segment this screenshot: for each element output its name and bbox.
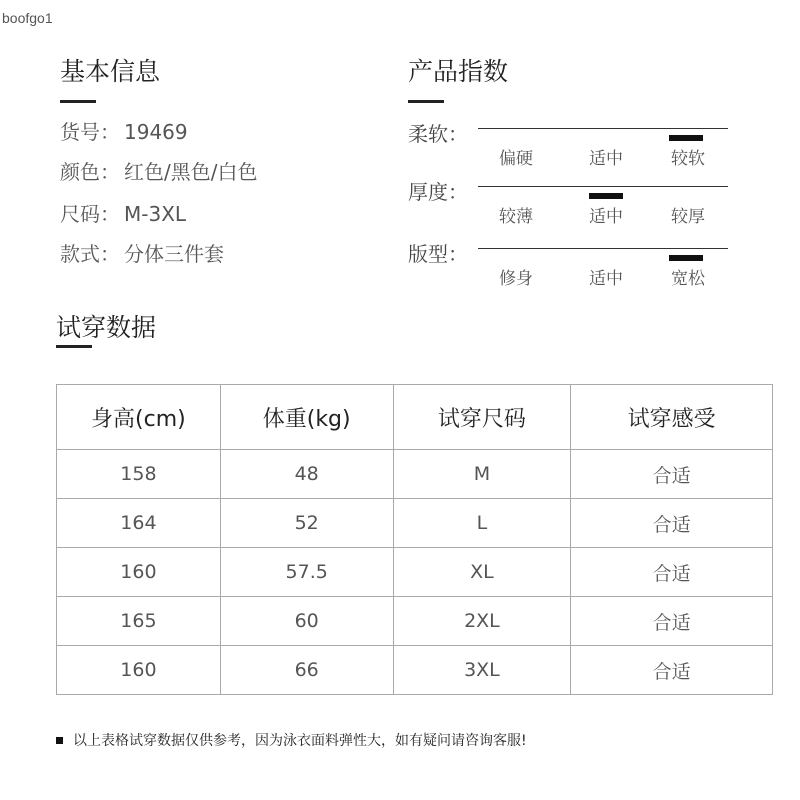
index-row-softness <box>408 118 728 178</box>
info-label: 款式： <box>60 242 120 266</box>
cell-weight: 52 <box>220 499 393 548</box>
cell-size: L <box>393 499 571 548</box>
header-size: 试穿尺码 <box>393 385 571 450</box>
index-tick: 较薄 <box>499 207 533 227</box>
cell-feeling: 合适 <box>571 450 773 499</box>
index-marker <box>669 255 703 261</box>
info-label: 尺码： <box>60 202 120 226</box>
cell-weight: 57.5 <box>220 548 393 597</box>
index-track <box>478 248 728 289</box>
cell-height: 165 <box>57 597 221 646</box>
cell-feeling: 合适 <box>571 548 773 597</box>
cell-feeling: 合适 <box>571 597 773 646</box>
index-tick: 修身 <box>499 269 533 289</box>
disclaimer-text: 以上表格试穿数据仅供参考，因为泳衣面料弹性大，如有疑问请咨询客服! <box>73 733 527 749</box>
cell-weight: 60 <box>220 597 393 646</box>
cell-feeling: 合适 <box>571 646 773 695</box>
cell-size: XL <box>393 548 571 597</box>
product-index-underline <box>408 100 444 103</box>
info-item-sku <box>60 116 188 145</box>
index-tick: 偏硬 <box>499 149 533 169</box>
index-label: 柔软： <box>408 122 468 146</box>
cell-weight: 66 <box>220 646 393 695</box>
info-value: 分体三件套 <box>124 242 224 266</box>
info-value: 红色/黑色/白色 <box>124 160 258 184</box>
index-marker <box>669 135 703 141</box>
header-weight: 体重(kg) <box>220 385 393 450</box>
index-label: 厚度： <box>408 180 468 204</box>
index-tick: 较厚 <box>671 207 705 227</box>
basic-info-title: 基本信息 <box>60 57 161 86</box>
trial-table <box>56 384 773 695</box>
index-row-thickness <box>408 176 728 236</box>
index-marker <box>589 193 623 199</box>
cell-height: 164 <box>57 499 221 548</box>
info-value: M-3XL <box>124 202 187 226</box>
product-index-title: 产品指数 <box>408 57 509 86</box>
cell-size: 2XL <box>393 597 571 646</box>
index-tick: 较软 <box>671 149 705 169</box>
index-label: 版型： <box>408 242 468 266</box>
header-height: 身高(cm) <box>57 385 221 450</box>
index-tick: 适中 <box>589 149 623 169</box>
cell-height: 158 <box>57 450 221 499</box>
basic-info-underline <box>60 100 96 103</box>
table-row <box>57 597 773 646</box>
cell-height: 160 <box>57 548 221 597</box>
info-label: 货号： <box>60 120 120 144</box>
index-tick: 适中 <box>589 269 623 289</box>
cell-feeling: 合适 <box>571 499 773 548</box>
disclaimer-note <box>56 730 527 750</box>
cell-size: 3XL <box>393 646 571 695</box>
watermark: boofgo1 <box>2 10 53 26</box>
bullet-square-icon <box>56 737 63 744</box>
table-row <box>57 450 773 499</box>
index-row-fit <box>408 238 728 298</box>
index-track <box>478 128 728 169</box>
index-tick: 宽松 <box>671 269 705 289</box>
index-tick: 适中 <box>589 207 623 227</box>
header-feeling: 试穿感受 <box>571 385 773 450</box>
index-track <box>478 186 728 227</box>
info-label: 颜色： <box>60 160 120 184</box>
table-header-row <box>57 385 773 450</box>
cell-weight: 48 <box>220 450 393 499</box>
info-value: 19469 <box>124 120 188 144</box>
cell-size: M <box>393 450 571 499</box>
info-item-color <box>60 156 257 185</box>
table-row <box>57 646 773 695</box>
trial-data-title: 试穿数据 <box>56 313 157 342</box>
table-row <box>57 499 773 548</box>
info-item-style <box>60 238 224 267</box>
table-row <box>57 548 773 597</box>
trial-data-underline <box>56 345 92 348</box>
cell-height: 160 <box>57 646 221 695</box>
info-item-size <box>60 198 186 227</box>
